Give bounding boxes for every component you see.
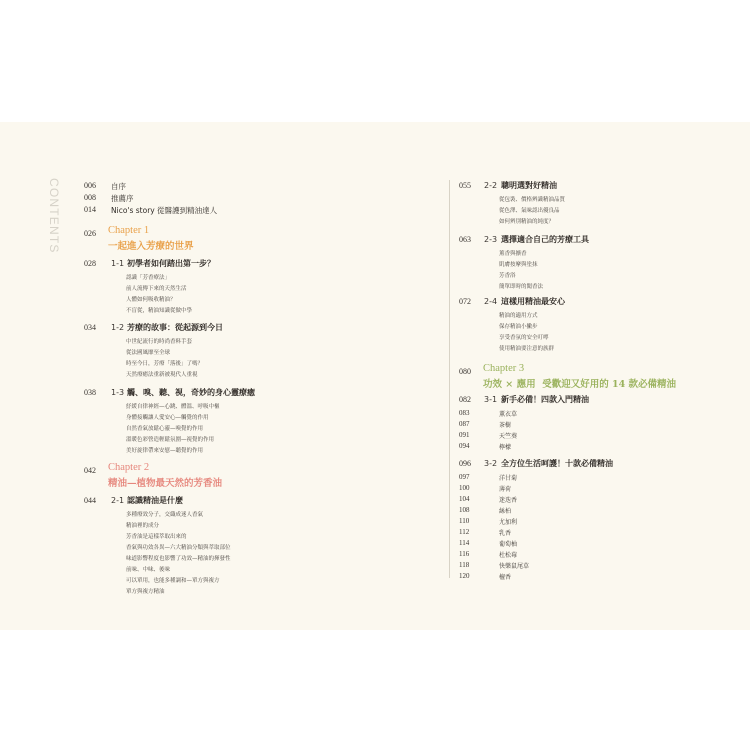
page-number: 042 bbox=[84, 466, 96, 475]
page-number: 063 bbox=[459, 235, 471, 244]
subsection-item: 從包裝、價格辨識精油品質 bbox=[499, 197, 566, 203]
chapter-title: 功效 × 應用 受歡迎又好用的 14 款必備精油 bbox=[483, 379, 677, 390]
oil-name: 洋甘菊 bbox=[499, 475, 518, 482]
page-number: 034 bbox=[84, 323, 96, 332]
chapter-label: Chapter 3 bbox=[483, 363, 525, 374]
subsection-item: 前人流傳下來的天然生活 bbox=[126, 286, 187, 292]
oil-name: 杜松莓 bbox=[499, 552, 518, 559]
section-title: 新手必備！四款入門精油 bbox=[501, 395, 589, 404]
page-number: 087 bbox=[459, 420, 470, 428]
subsection-item: 從色澤、氣味認出優良品 bbox=[499, 208, 560, 214]
section-number: 2-2 bbox=[484, 181, 498, 190]
page-number: 108 bbox=[459, 506, 470, 514]
page-number: 118 bbox=[459, 561, 470, 569]
contents-vertical-title: CONTENTS bbox=[47, 178, 61, 254]
subsection-item: 精油的適用方式 bbox=[499, 313, 538, 319]
page-number: 110 bbox=[459, 517, 470, 525]
oil-name: 葡萄柚 bbox=[499, 541, 518, 548]
entry-title: 推薦序 bbox=[111, 194, 134, 203]
section-title: 芳療的故事：從起源到今日 bbox=[127, 323, 223, 332]
section-title: 初學者如何踏出第一步？ bbox=[127, 259, 215, 268]
entry-title: 自序 bbox=[111, 182, 126, 191]
page-number: 026 bbox=[84, 229, 96, 238]
section-title: 觸、嗅、聽、視，奇妙的身心靈療癒 bbox=[127, 388, 255, 397]
oil-name: 茶樹 bbox=[499, 422, 512, 429]
page-number: 008 bbox=[84, 193, 96, 202]
page-number: 038 bbox=[84, 388, 96, 397]
page-number: 091 bbox=[459, 431, 470, 439]
page-number: 055 bbox=[459, 181, 471, 190]
subsection-item: 時至今日，芳療「落後」了嗎？ bbox=[126, 361, 204, 367]
section-title: 認識精油是什麼 bbox=[127, 496, 183, 505]
section-number: 2-3 bbox=[484, 235, 498, 244]
subsection-item: 薰香與擴香 bbox=[499, 251, 527, 257]
page-number: 072 bbox=[459, 297, 471, 306]
page-number: 014 bbox=[84, 205, 96, 214]
subsection-item: 多種療效分子，交織成迷人香氣 bbox=[126, 512, 204, 518]
oil-name: 檸檬 bbox=[499, 444, 512, 451]
subsection-item: 不盲從，精油知識從做中學 bbox=[126, 308, 193, 314]
oil-name: 迷迭香 bbox=[499, 497, 518, 504]
oil-name: 尤加利 bbox=[499, 519, 518, 526]
subsection-item: 味道影響程度也影響了功效—精油的揮發性 bbox=[126, 556, 231, 562]
page-number: 080 bbox=[459, 367, 471, 376]
page-number: 116 bbox=[459, 550, 470, 558]
subsection-item: 自然香氣放鬆心靈—嗅覺的作用 bbox=[126, 426, 204, 432]
subsection-item: 如何辨別精油的純度？ bbox=[499, 219, 555, 225]
page-number: 104 bbox=[459, 495, 470, 503]
section-title: 選擇適合自己的芳療工具 bbox=[501, 235, 589, 244]
column-divider bbox=[449, 180, 450, 578]
subsection-item: 中世紀流行的時尚香料手套 bbox=[126, 339, 193, 345]
oil-name: 薄荷 bbox=[499, 486, 512, 493]
subsection-item: 天然療癒法重新被現代人重視 bbox=[126, 372, 198, 378]
section-number: 2-4 bbox=[484, 297, 498, 306]
oil-name: 檀香 bbox=[499, 574, 512, 581]
subsection-item: 前味、中味、後味 bbox=[126, 567, 171, 573]
page-number: 097 bbox=[459, 473, 470, 481]
chapter-title: 一起進入芳療的世界 bbox=[108, 241, 194, 252]
subsection-item: 可以單用，也能多種調和—單方與複方 bbox=[126, 578, 220, 584]
page-number: 044 bbox=[84, 496, 96, 505]
page-number: 112 bbox=[459, 528, 470, 536]
subsection-item: 肌膚按摩與塗抹 bbox=[499, 262, 538, 268]
chapter-label: Chapter 2 bbox=[108, 462, 150, 473]
section-title: 聰明選對好精油 bbox=[501, 181, 557, 190]
page-number: 114 bbox=[459, 539, 470, 547]
subsection-item: 香氣與功效各異—六大精油分類與萃取部位 bbox=[126, 545, 231, 551]
section-title: 全方位生活呵護！十款必備精油 bbox=[501, 459, 613, 468]
oil-name: 快樂鼠尾草 bbox=[499, 563, 530, 570]
page-number: 028 bbox=[84, 259, 96, 268]
subsection-item: 身體接觸讓人愛安心—觸覺的作用 bbox=[126, 415, 209, 421]
oil-name: 天竺葵 bbox=[499, 433, 518, 440]
oil-name: 絲柏 bbox=[499, 508, 512, 515]
section-number: 1-2 bbox=[111, 323, 125, 332]
page-number: 006 bbox=[84, 181, 96, 190]
section-number: 3-1 bbox=[484, 395, 498, 404]
subsection-item: 單方與複方精油 bbox=[126, 589, 165, 595]
subsection-item: 美好旋律帶來安慰—聽覺的作用 bbox=[126, 448, 204, 454]
page-number: 120 bbox=[459, 572, 470, 580]
subsection-item: 溫暖色彩營造輕鬆氛圍—視覺的作用 bbox=[126, 437, 215, 443]
section-number: 3-2 bbox=[484, 459, 498, 468]
section-number: 1-3 bbox=[111, 388, 125, 397]
section-number: 1-1 bbox=[111, 259, 125, 268]
subsection-item: 享受香氛的安全叮嚀 bbox=[499, 335, 549, 341]
subsection-item: 紓緩自律神經—心跳、體溫、呼吸中樞 bbox=[126, 404, 220, 410]
entry-title: Nico's story 從醫護到精油達人 bbox=[111, 206, 218, 215]
subsection-item: 精油裡的成分 bbox=[126, 523, 160, 529]
subsection-item: 保存精油小撇步 bbox=[499, 324, 538, 330]
chapter-title: 精油—植物最天然的芳香油 bbox=[108, 478, 223, 489]
page-number: 082 bbox=[459, 395, 471, 404]
chapter-label: Chapter 1 bbox=[108, 225, 150, 236]
section-title: 這樣用精油最安心 bbox=[501, 297, 565, 306]
subsection-item: 芳香油是這樣萃取出來的 bbox=[126, 534, 187, 540]
subsection-item: 簡單即時的聞香法 bbox=[499, 284, 544, 290]
subsection-item: 芳香浴 bbox=[499, 273, 516, 279]
oil-name: 薰衣草 bbox=[499, 411, 518, 418]
page-number: 094 bbox=[459, 442, 470, 450]
subsection-item: 認識「芳香療法」 bbox=[126, 275, 171, 281]
subsection-item: 人體如何吸收精油？ bbox=[126, 297, 176, 303]
page-number: 083 bbox=[459, 409, 470, 417]
oil-name: 乳香 bbox=[499, 530, 512, 537]
subsection-item: 從法國風靡至全球 bbox=[126, 350, 171, 356]
section-number: 2-1 bbox=[111, 496, 125, 505]
page-number: 100 bbox=[459, 484, 470, 492]
subsection-item: 使用精油要注意的族群 bbox=[499, 346, 555, 352]
page-number: 096 bbox=[459, 459, 471, 468]
